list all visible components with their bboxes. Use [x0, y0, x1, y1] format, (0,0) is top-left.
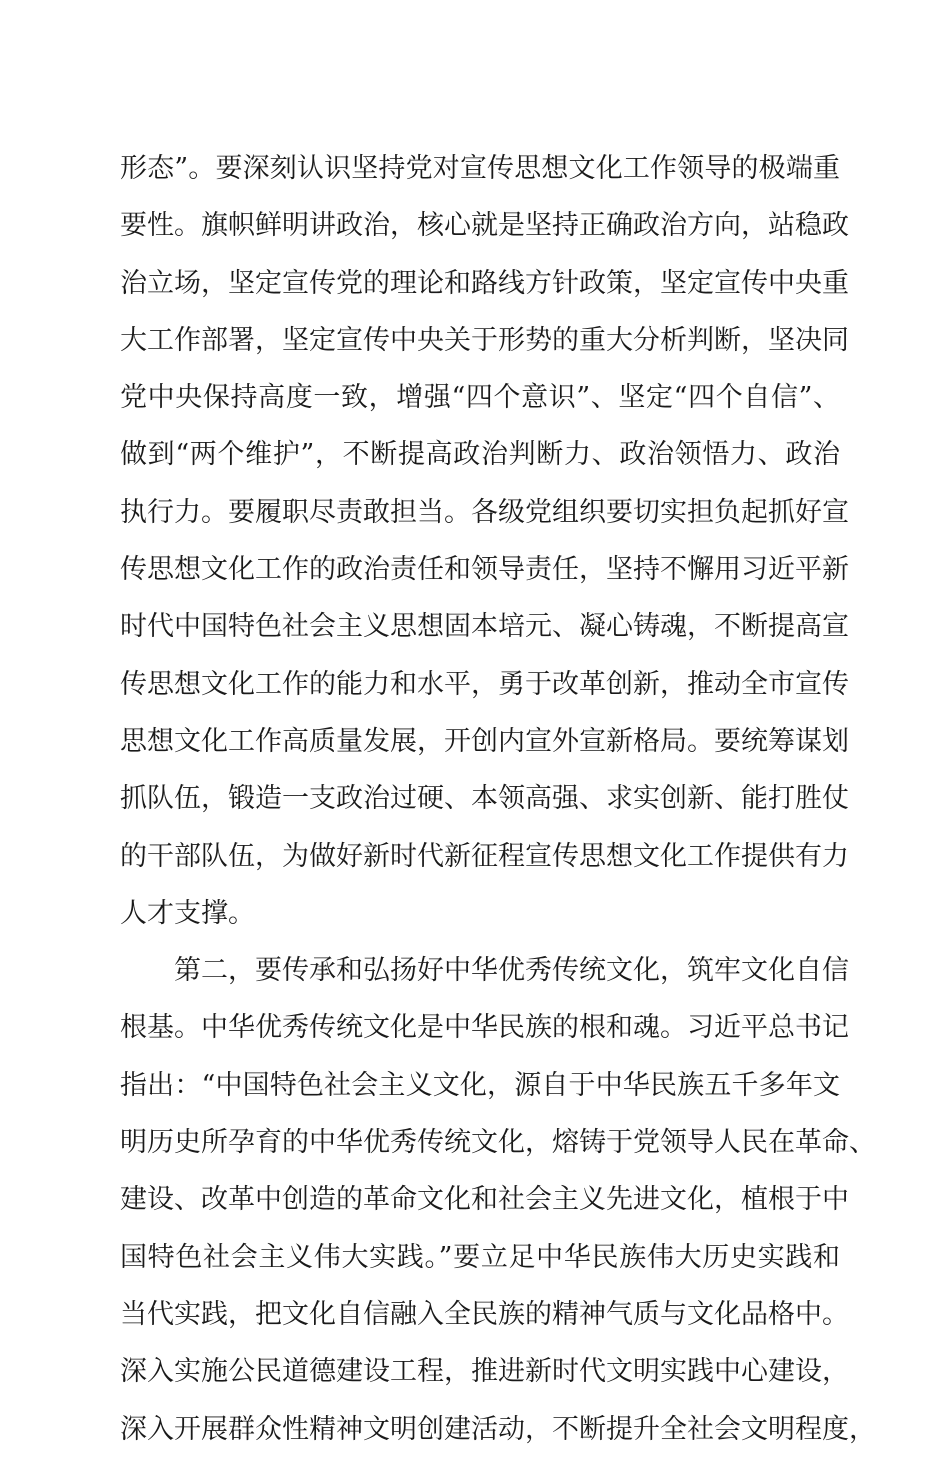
document-body [120, 140, 876, 1458]
text-line: 明历史所孕育的中华优秀传统文化，熔铸于党领导人民在革命、 [120, 1127, 876, 1159]
text-line: 治立场，坚定宣传党的理论和路线方针政策，坚定宣传中央重 [120, 267, 849, 299]
text-line: 建设、改革中创造的革命文化和社会主义先进文化，植根于中 [120, 1184, 849, 1216]
text-line: 传思想文化工作的能力和水平，勇于改革创新，推动全市宣传 [120, 668, 849, 700]
paragraph-first-line: 第二，要传承和弘扬好中华优秀传统文化，筑牢文化自信 [174, 955, 849, 987]
text-line: 执行力。要履职尽责敢担当。各级党组织要切实担负起抓好宣 [120, 496, 849, 528]
text-line: 当代实践，把文化自信融入全民族的精神气质与文化品格中。 [120, 1298, 849, 1330]
text-line: 深入实施公民道德建设工程，推进新时代文明实践中心建设， [120, 1356, 849, 1388]
text-line: 传思想文化工作的政治责任和领导责任，坚持不懈用习近平新 [120, 554, 849, 586]
text-line: 要性。旗帜鲜明讲政治，核心就是坚持正确政治方向，站稳政 [120, 210, 849, 242]
text-line: 国特色社会主义伟大实践。”要立足中华民族伟大历史实践和 [120, 1241, 840, 1273]
text-line: 大工作部署，坚定宣传中央关于形势的重大分析判断，坚决同 [120, 324, 849, 356]
text-line: 抓队伍，锻造一支政治过硬、本领高强、求实创新、能打胜仗 [120, 783, 849, 815]
text-line: 根基。中华优秀传统文化是中华民族的根和魂。习近平总书记 [120, 1012, 849, 1044]
text-line: 指出：“中国特色社会主义文化，源自于中华民族五千多年文 [120, 1069, 840, 1101]
text-line: 深入开展群众性精神文明创建活动，不断提升全社会文明程度， [120, 1413, 876, 1445]
text-line: 做到“两个维护”，不断提高政治判断力、政治领悟力、政治 [120, 439, 840, 471]
text-line: 人才支撑。 [120, 897, 255, 929]
text-line: 的干部队伍，为做好新时代新征程宣传思想文化工作提供有力 [120, 840, 849, 872]
text-line: 形态”。要深刻认识坚持党对宣传思想文化工作领导的极端重 [120, 153, 840, 184]
text-line: 时代中国特色社会主义思想固本培元、凝心铸魂，不断提高宣 [120, 611, 849, 643]
text-line: 党中央保持高度一致，增强“四个意识”、坚定“四个自信”、 [120, 382, 840, 414]
text-line: 思想文化工作高质量发展，开创内宣外宣新格局。要统筹谋划 [120, 725, 849, 757]
